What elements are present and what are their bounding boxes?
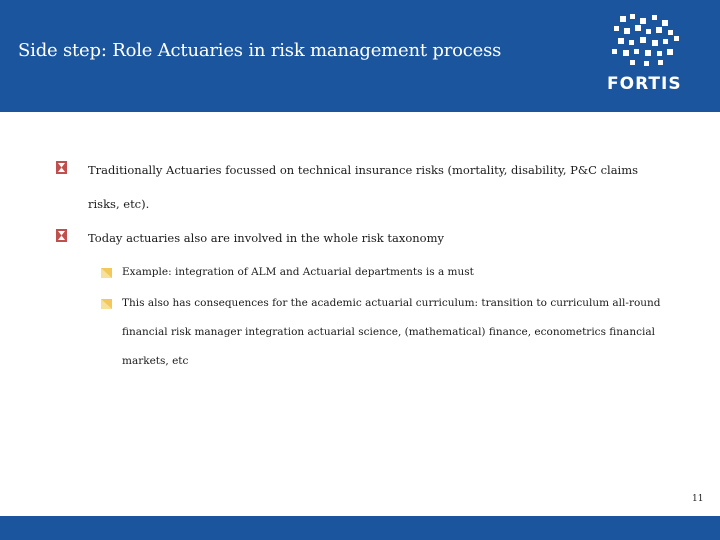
bullet-traditional-risks: Traditionally Actuaries focussed on technical insurance risks (mortality, disability, P&C claims risks, etc). — [88, 163, 639, 211]
subbullet-curriculum: This also has consequences for the academic actuarial curriculum: transition to curriculum all-round financial risk manager integration actuarial science, (mathematical) finance, econometrics financial markets, etc — [122, 297, 661, 367]
subbullet-alm-integration: Example: integration of ALM and Actuarial departments is a must — [122, 266, 474, 278]
footer-bar — [0, 516, 720, 540]
fortis-logo-mark — [600, 12, 700, 72]
logo-wordmark: FORTIS — [607, 74, 682, 94]
level2-bullet-icon — [100, 266, 113, 279]
slide-title: Side step: Role Actuaries in risk management process — [18, 40, 502, 61]
header-bar — [0, 0, 720, 112]
bullet-risk-taxonomy: Today actuaries also are involved in the whole risk taxonomy — [88, 231, 444, 245]
page-number: 11 — [692, 494, 704, 504]
level1-bullet-icon — [56, 229, 67, 242]
level2-bullet-icon — [100, 297, 113, 310]
fortis-logo — [600, 12, 700, 102]
level1-bullet-icon — [56, 161, 67, 174]
